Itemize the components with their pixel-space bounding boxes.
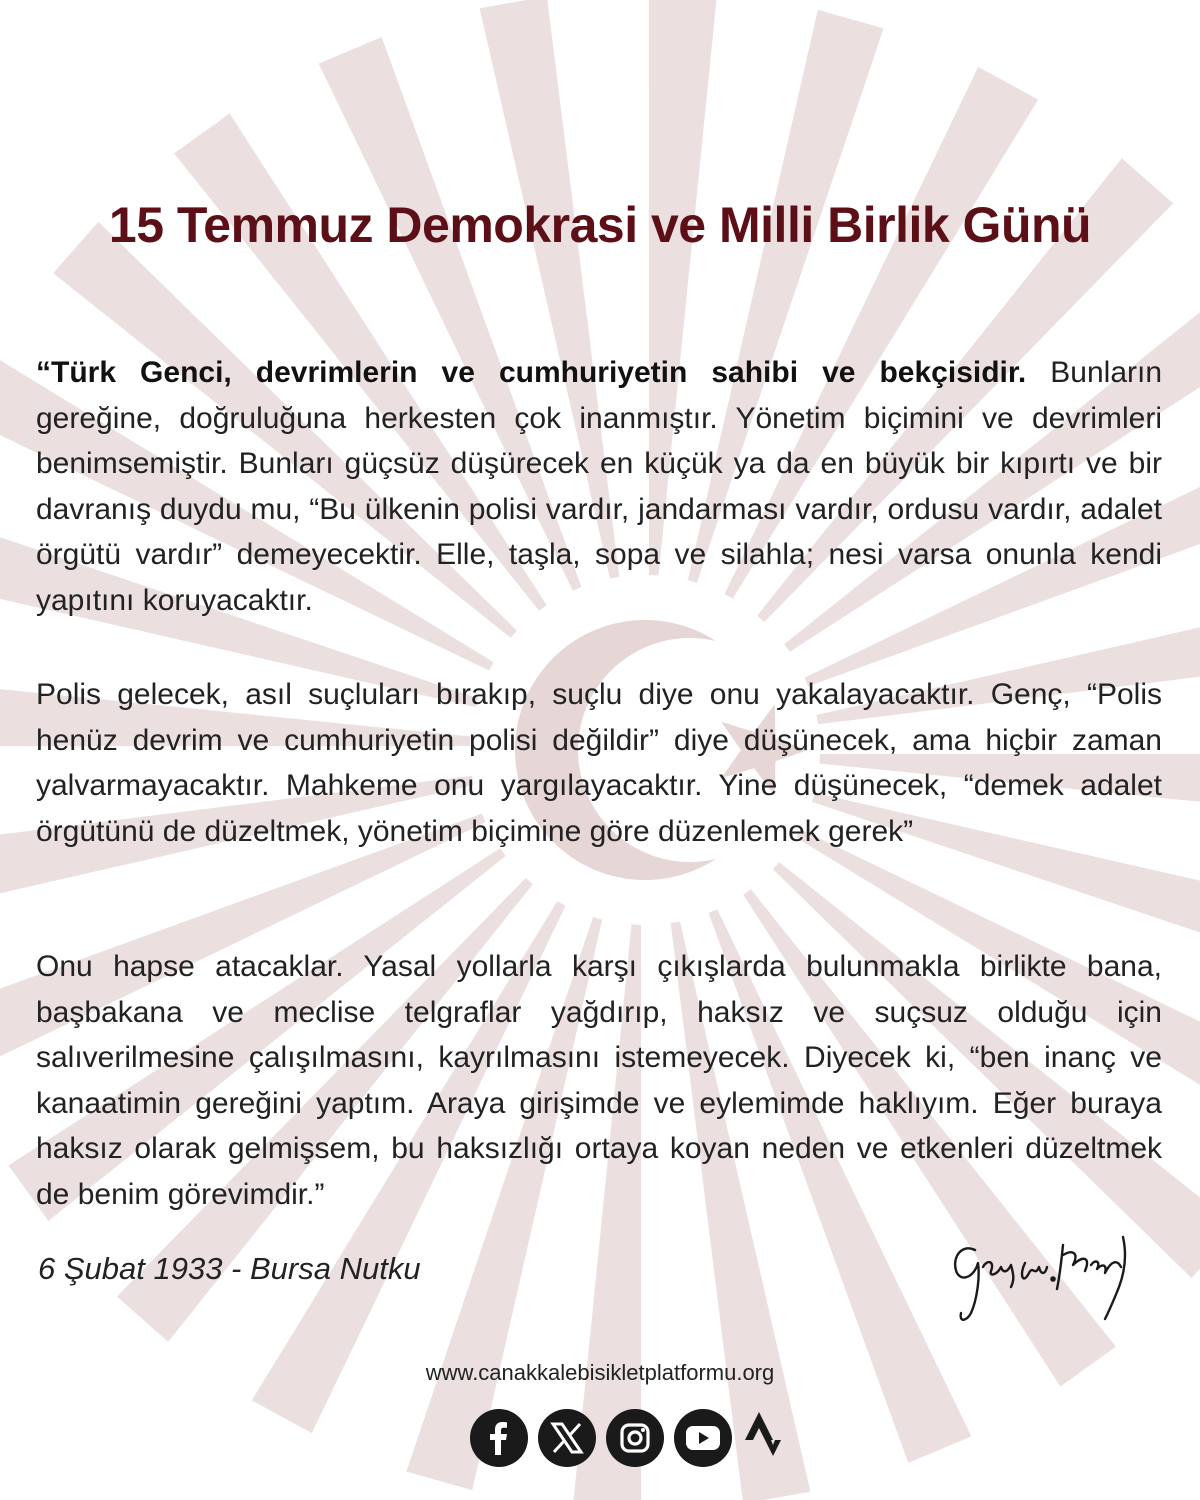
quote-source: 6 Şubat 1933 - Bursa Nutku — [38, 1251, 421, 1286]
quote-paragraph-1 — [36, 350, 1162, 623]
x-icon[interactable] — [538, 1409, 596, 1467]
youtube-icon[interactable] — [674, 1409, 732, 1467]
facebook-icon[interactable] — [470, 1409, 528, 1467]
strava-icon[interactable] — [742, 1409, 788, 1467]
social-icons — [470, 1408, 790, 1468]
signature — [945, 1215, 1150, 1335]
quote-paragraph-3: Onu hapse atacaklar. Yasal yollarla karşı çıkışlarda bulunmakla birlikte bana, başbakana ve meclise telgraflar yağdırıp, haksız ve suçsuz olduğu için salıverilmesine çalışılmasını, kayrılmasını istemeyecek. Diyecek ki, “ben inanç ve kanaatimin gereğini yaptım. Araya girişimde ve eylemimde haklıyım. Eğer buraya haksız olarak gelmişsem, bu haksızlığı ortaya koyan neden ve etkenleri düzeltmek de benim görevimdir.” — [36, 950, 1162, 1211]
page-title: 15 Temmuz Demokrasi ve Milli Birlik Günü — [108, 197, 1092, 253]
website-url[interactable]: www.canakkalebisikletplatformu.org — [425, 1360, 775, 1385]
quote-opening-bold: “Türk Genci, devrimlerin ve cumhuriyetin sahibi ve bekçisidir. — [36, 356, 1027, 389]
instagram-icon[interactable] — [606, 1409, 664, 1467]
quote-paragraph-1-text: Bunların gereğine, doğruluğuna herkesten çok inanmıştır. Yönetim biçimini ve devrimleri benimsemiştir. Bunları güçsüz düşürecek en küçük ya da en büyük bir kıpırtı ve bir davranış duydu mu, “Bu ülkenin polisi vardır, jandarması vardır, ordusu vardır, adalet örgütü vardır” demeyecektir. Elle, taşla, sopa ve silahla; nesi varsa onunla kendi yapıtını koruyacaktır. — [36, 356, 1163, 617]
quote-paragraph-2: Polis gelecek, asıl suçluları bırakıp, suçlu diye onu yakalayacaktır. Genç, “Polis henüz devrim ve cumhuriyetin polisi değildir” diye düşünecek, ama hiçbir zaman yalvarmayacaktır. Mahkeme onu yargılayacaktır. Yine düşünecek, “demek adalet örgütünü de düzeltmek, yönetim biçimine göre düzenlemek gerek” — [36, 678, 1162, 848]
